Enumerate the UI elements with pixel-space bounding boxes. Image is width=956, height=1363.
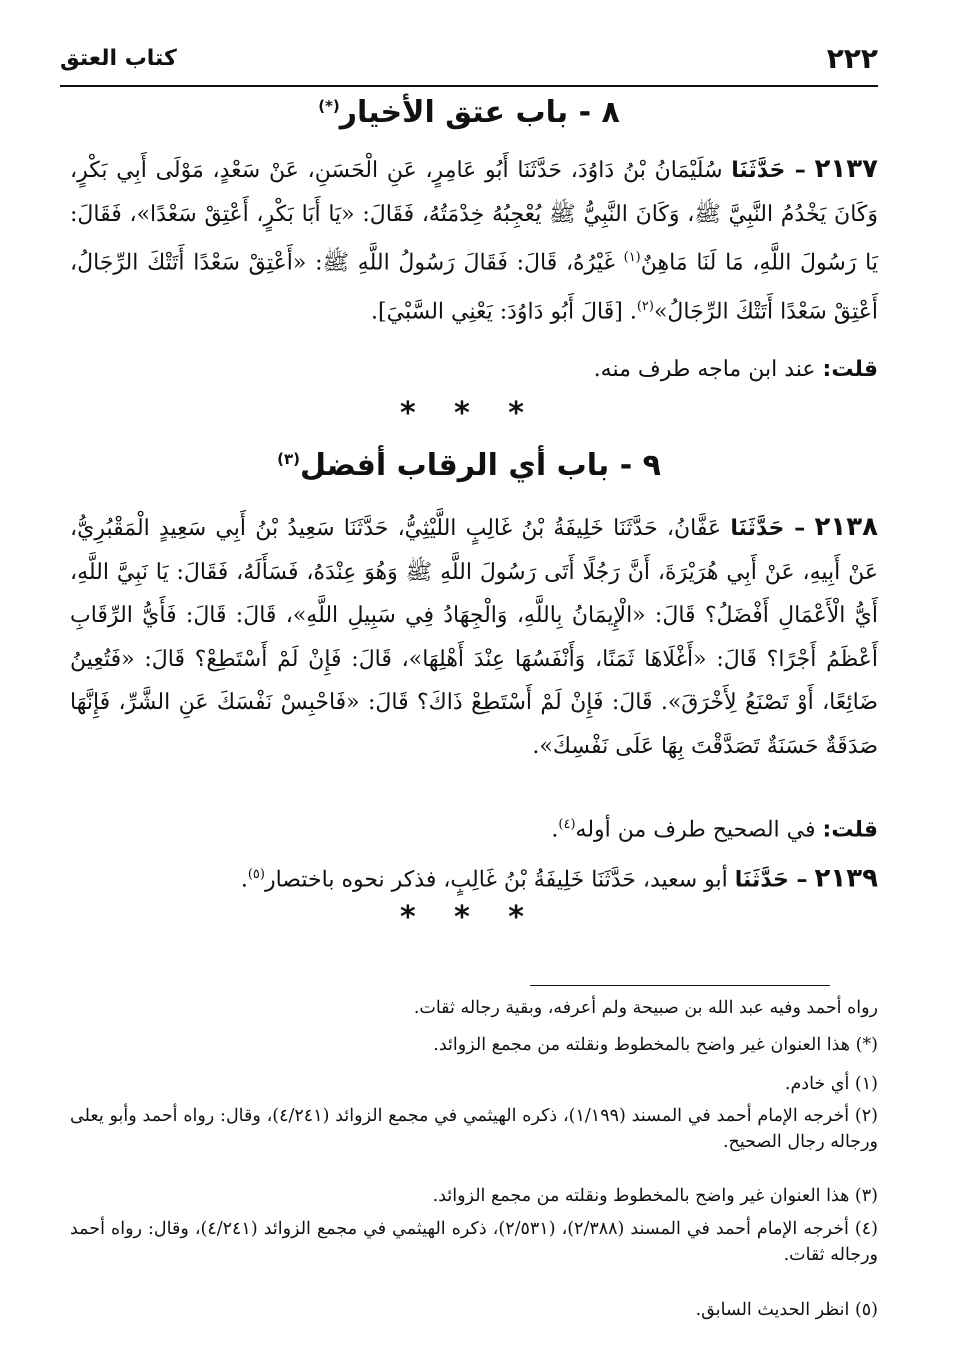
footnote-rule [530, 985, 830, 986]
footnote-4: (٤) أخرجه الإمام أحمد في المسند (٢/٣٨٨)، (٢/٥٣١)، ذكره الهيثمي في مجمع الزوائد (٤/٢٤١)، وقال: رواه أحمد ورجاله ثقات. [70, 1219, 878, 1265]
hadith-lead: – حَدَّثَنَا [731, 158, 806, 183]
hadith-number: ٢١٣٨ [814, 512, 878, 542]
note-label: قلت: [822, 357, 878, 382]
section-divider: * * * [400, 900, 538, 935]
note-text: في الصحيح طرف من أوله [575, 817, 816, 843]
note-paragraph [70, 805, 878, 850]
hadith-text: . [240, 867, 248, 893]
hadith-number: ٢١٣٧ [814, 154, 878, 184]
footnote-marker: (٣) [277, 450, 300, 468]
footnote-marker: (*) [318, 97, 340, 115]
running-title: كتاب العتق [60, 46, 177, 71]
chapter-title-text: ٨ - باب عتق الأخيار [339, 95, 620, 130]
chapter-title-9 [60, 448, 878, 483]
page-header [60, 42, 878, 82]
note-text: عند ابن ماجه طرف منه. [593, 357, 816, 382]
footnote-3: (٣) هذا العنوان غير واضح بالمخطوط ونقلته من مجمع الزوائد. [432, 1186, 878, 1206]
footnote-star: (*) هذا العنوان غير واضح بالمخطوط ونقلته من مجمع الزوائد. [433, 1035, 878, 1055]
hadith-lead: – حَدَّثَنَا [734, 867, 808, 893]
footnote-1: (١) أي خادم. [784, 1074, 878, 1094]
hadith-2137 [70, 148, 878, 334]
hadith-2139 [70, 853, 878, 902]
note-label: قلت: [822, 817, 878, 843]
footnote-continuation: رواه أحمد وفيه عبد الله بن صبيحة ولم أعرفه، وبقية رجاله ثقات. [413, 998, 878, 1018]
hadith-2138 [70, 506, 878, 768]
footnote-marker: (٥) [247, 867, 265, 882]
note-paragraph [70, 350, 878, 390]
hadith-text: عَفَّانُ، حَدَّثَنَا خَلِيفَةُ بْنُ غَالِبٍ اللَّيْثِيُّ، حَدَّثَنَا سَعِيدُ بْنُ أَبِي سَعِيدٍ الْمَقْبُرِيُّ، عَنْ أَبِيهِ، عَنْ أَبِي هُرَيْرَةَ، أَنَّ رَجُلًا أَتَى رَسُولَ اللَّهِ ﷺ وَهُوَ عِنْدَهُ، فَسَأَلَهُ، فَقَالَ: يَا نَبِيَّ اللَّهِ، أَيُّ الْأَعْمَالِ أَفْضَلُ؟ قَالَ: «الْإِيمَانُ بِاللَّهِ، وَالْجِهَادُ فِي سَبِيلِ اللَّهِ»، قَالَ: قَالَ: فَأَيُّ الرِّقَابِ أَعْظَمُ أَجْرًا؟ قَالَ: «أَغْلَاهَا ثَمَنًا، وَأَنْفَسُهَا عِنْدَ أَهْلِهَا»، قَالَ: فَإِنْ لَمْ أَسْتَطِعْ؟ قَالَ: «فَتُعِينُ ضَائِعًا، أَوْ تَصْنَعُ لِأَخْرَقَ». قَالَ: فَإِنْ لَمْ أَسْتَطِعْ ذَاكَ؟ قَالَ: «فَاحْبِسْ نَفْسَكَ عَنِ الشَّرِّ، فَإِنَّهَا صَدَقَةٌ حَسَنَةٌ تَصَدَّقْتَ بِهَا عَلَى نَفْسِكَ». [70, 516, 878, 759]
page-number: ٢٢٢ [826, 42, 878, 75]
chapter-title-8 [60, 95, 878, 130]
hadith-text: . [قَالَ أَبُو دَاوُدَ: يَعْنِي السَّبْيَ]. [371, 299, 637, 325]
hadith-lead: – حَدَّثَنَا [730, 516, 806, 541]
hadith-text: سُلَيْمَانُ بْنُ دَاوُدَ، حَدَّثَنَا أَبُو عَامِرٍ، عَنِ الْحَسَنِ، عَنْ سَعْدٍ، مَوْلَى أَبِي بَكْرٍ، وَكَانَ يَخْدُمُ النَّبِيَّ ﷺ، وَكَانَ النَّبِيُّ ﷺ يُعْجِبُهُ خِدْمَتُهُ، فَقَالَ: «يَا أَبَا بَكْرٍ، أَعْتِقْ سَعْدًا»، فَقَالَ: يَا رَسُولَ اللَّهِ، مَا لَنَا مَاهِنٌ [70, 158, 878, 276]
header-rule [60, 85, 878, 87]
hadith-number: ٢١٣٩ [814, 863, 878, 894]
hadith-text: أبو سعيد، حَدَّثَنَا خَلِيفَةُ بْنُ غَالِبٍ، فذكر نحوه باختصار [264, 867, 728, 893]
hadith-text: غَيْرُهُ، قَالَ: فَقَالَ رَسُولُ اللَّهِ ﷺ: «أَعْتِقْ سَعْدًا أَتَتْكَ الرِّجَالُ، أَعْتِقْ سَعْدًا أَتَتْكَ الرِّجَالُ» [70, 250, 878, 325]
chapter-title-text: ٩ - باب أي الرقاب أفضل [299, 448, 661, 483]
section-divider: * * * [400, 396, 538, 431]
footnote-marker: (٢) [636, 298, 654, 314]
note-text: . [551, 817, 559, 843]
footnote-marker: (٤) [558, 817, 576, 832]
footnote-2: (٢) أخرجه الإمام أحمد في المسند (١/١٩٩)، ذكره الهيثمي في مجمع الزوائد (٤/٢٤١)، وقال: رواه أحمد وأبو يعلى ورجاله رجال الصحيح. [70, 1106, 878, 1152]
footnote-marker: (١) [623, 250, 641, 265]
footnote-5: (٥) انظر الحديث السابق. [695, 1300, 878, 1320]
